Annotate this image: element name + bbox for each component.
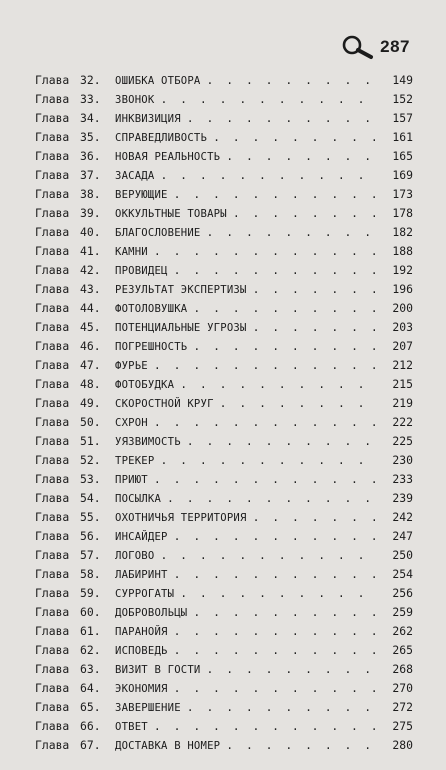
chapter-title: ПОСЫЛКА — [115, 493, 162, 505]
chapter-title: НОВАЯ РЕАЛЬНОСТЬ — [115, 151, 221, 163]
chapter-page: 268 — [392, 662, 413, 676]
dot-leader — [220, 394, 379, 413]
chapter-prefix: Глава — [35, 73, 70, 87]
dot-leader — [187, 109, 379, 128]
toc-entry — [35, 185, 413, 204]
chapter-number: 65. — [80, 700, 101, 714]
chapter-title: БЛАГОСЛОВЕНИЕ — [115, 227, 201, 239]
toc-entry — [35, 356, 413, 375]
chapter-number: 67. — [80, 738, 101, 752]
dot-leader — [154, 717, 379, 736]
magnifier-icon — [340, 34, 374, 60]
chapter-number: 39. — [80, 206, 101, 220]
page-number: 287 — [380, 37, 410, 56]
chapter-page: 225 — [392, 434, 413, 448]
chapter-number: 32. — [80, 73, 101, 87]
toc-entry — [35, 622, 413, 641]
dot-leader — [154, 413, 379, 432]
toc-entry — [35, 394, 413, 413]
chapter-title: ЭКОНОМИЯ — [115, 683, 168, 695]
chapter-number: 48. — [80, 377, 101, 391]
chapter-page: 250 — [392, 548, 413, 562]
dot-leader — [193, 299, 379, 318]
toc-entry — [35, 451, 413, 470]
chapter-page: 149 — [392, 73, 413, 87]
chapter-prefix: Глава — [35, 149, 70, 163]
toc-entry — [35, 375, 413, 394]
toc-entry — [35, 736, 413, 755]
dot-leader — [226, 147, 379, 166]
chapter-title: ИНСАЙДЕР — [115, 531, 168, 543]
dot-leader — [253, 318, 379, 337]
chapter-page: 188 — [392, 244, 413, 258]
chapter-title: РЕЗУЛЬТАТ ЭКСПЕРТИЗЫ — [115, 284, 247, 296]
toc-entry — [35, 470, 413, 489]
dot-leader — [226, 736, 379, 755]
chapter-title: ИСПОВЕДЬ — [115, 645, 168, 657]
toc-entry — [35, 166, 413, 185]
dot-leader — [174, 641, 379, 660]
chapter-prefix: Глава — [35, 396, 70, 410]
chapter-number: 37. — [80, 168, 101, 182]
chapter-page: 222 — [392, 415, 413, 429]
chapter-number: 59. — [80, 586, 101, 600]
chapter-page: 247 — [392, 529, 413, 543]
chapter-number: 52. — [80, 453, 101, 467]
chapter-title: ДОБРОВОЛЬЦЫ — [115, 607, 188, 619]
chapter-page: 207 — [392, 339, 413, 353]
chapter-title: ИНКВИЗИЦИЯ — [115, 113, 181, 125]
chapter-number: 63. — [80, 662, 101, 676]
toc-entry — [35, 603, 413, 622]
chapter-number: 49. — [80, 396, 101, 410]
chapter-page: 173 — [392, 187, 413, 201]
chapter-number: 45. — [80, 320, 101, 334]
toc-entry — [35, 337, 413, 356]
chapter-page: 161 — [392, 130, 413, 144]
chapter-number: 51. — [80, 434, 101, 448]
chapter-title: ПАРАНОЙЯ — [115, 626, 168, 638]
chapter-title: ОШИБКА ОТБОРА — [115, 75, 201, 87]
chapter-number: 44. — [80, 301, 101, 315]
chapter-title: ОХОТНИЧЬЯ ТЕРРИТОРИЯ — [115, 512, 247, 524]
chapter-prefix: Глава — [35, 92, 70, 106]
toc-entry — [35, 698, 413, 717]
chapter-page: 178 — [392, 206, 413, 220]
chapter-page: 265 — [392, 643, 413, 657]
chapter-number: 57. — [80, 548, 101, 562]
chapter-prefix: Глава — [35, 529, 70, 543]
chapter-prefix: Глава — [35, 738, 70, 752]
chapter-title: ЗАСАДА — [115, 170, 155, 182]
chapter-title: СХРОН — [115, 417, 148, 429]
chapter-title: ПРОВИДЕЦ — [115, 265, 168, 277]
chapter-prefix: Глава — [35, 624, 70, 638]
toc-entry — [35, 90, 413, 109]
chapter-prefix: Глава — [35, 586, 70, 600]
chapter-page: 275 — [392, 719, 413, 733]
chapter-page: 192 — [392, 263, 413, 277]
chapter-title: ВИЗИТ В ГОСТИ — [115, 664, 201, 676]
dot-leader — [213, 128, 379, 147]
dot-leader — [207, 660, 379, 679]
chapter-number: 36. — [80, 149, 101, 163]
toc-entry — [35, 641, 413, 660]
toc-entry — [35, 109, 413, 128]
toc-entry — [35, 413, 413, 432]
chapter-page: 242 — [392, 510, 413, 524]
dot-leader — [233, 204, 379, 223]
chapter-title: ДОСТАВКА В НОМЕР — [115, 740, 221, 752]
chapter-page: 256 — [392, 586, 413, 600]
toc-entry — [35, 584, 413, 603]
toc-entry — [35, 318, 413, 337]
dot-leader — [193, 603, 379, 622]
chapter-page: 196 — [392, 282, 413, 296]
chapter-number: 58. — [80, 567, 101, 581]
dot-leader — [174, 527, 379, 546]
dot-leader — [160, 166, 379, 185]
chapter-prefix: Глава — [35, 320, 70, 334]
chapter-title: ЗАВЕРШЕНИЕ — [115, 702, 181, 714]
chapter-prefix: Глава — [35, 301, 70, 315]
chapter-title: ФОТОБУДКА — [115, 379, 175, 391]
dot-leader — [154, 356, 379, 375]
toc-entry — [35, 679, 413, 698]
chapter-title: ФОТОЛОВУШКА — [115, 303, 188, 315]
chapter-prefix: Глава — [35, 662, 70, 676]
chapter-page: 152 — [392, 92, 413, 106]
chapter-prefix: Глава — [35, 130, 70, 144]
chapter-title: ТРЕКЕР — [115, 455, 155, 467]
chapter-page: 219 — [392, 396, 413, 410]
dot-leader — [193, 337, 379, 356]
toc-entry — [35, 223, 413, 242]
chapter-prefix: Глава — [35, 472, 70, 486]
toc-entry — [35, 508, 413, 527]
chapter-number: 53. — [80, 472, 101, 486]
chapter-prefix: Глава — [35, 700, 70, 714]
chapter-page: 212 — [392, 358, 413, 372]
toc-entry — [35, 299, 413, 318]
chapter-page: 262 — [392, 624, 413, 638]
chapter-number: 47. — [80, 358, 101, 372]
chapter-page: 165 — [392, 149, 413, 163]
chapter-page: 169 — [392, 168, 413, 182]
dot-leader — [160, 451, 379, 470]
chapter-page: 233 — [392, 472, 413, 486]
toc-entry — [35, 147, 413, 166]
toc-entry — [35, 204, 413, 223]
chapter-prefix: Глава — [35, 263, 70, 277]
chapter-title: ОККУЛЬТНЫЕ ТОВАРЫ — [115, 208, 227, 220]
chapter-title: ПОГРЕШНОСТЬ — [115, 341, 188, 353]
toc-entry — [35, 717, 413, 736]
chapter-page: 272 — [392, 700, 413, 714]
dot-leader — [207, 71, 379, 90]
toc-entry — [35, 261, 413, 280]
toc-entry — [35, 71, 413, 90]
chapter-page: 239 — [392, 491, 413, 505]
chapter-number: 50. — [80, 415, 101, 429]
toc-entry — [35, 242, 413, 261]
dot-leader — [253, 508, 379, 527]
chapter-number: 56. — [80, 529, 101, 543]
chapter-number: 60. — [80, 605, 101, 619]
chapter-prefix: Глава — [35, 548, 70, 562]
chapter-prefix: Глава — [35, 491, 70, 505]
chapter-prefix: Глава — [35, 168, 70, 182]
dot-leader — [187, 698, 379, 717]
chapter-number: 43. — [80, 282, 101, 296]
chapter-number: 55. — [80, 510, 101, 524]
chapter-number: 64. — [80, 681, 101, 695]
chapter-title: СУРРОГАТЫ — [115, 588, 175, 600]
chapter-number: 38. — [80, 187, 101, 201]
chapter-page: 254 — [392, 567, 413, 581]
toc-entry — [35, 280, 413, 299]
chapter-prefix: Глава — [35, 282, 70, 296]
dot-leader — [180, 584, 379, 603]
chapter-title: КАМНИ — [115, 246, 148, 258]
dot-leader — [174, 622, 379, 641]
chapter-title: ПРИЮТ — [115, 474, 148, 486]
dot-leader — [253, 280, 379, 299]
toc-entry — [35, 128, 413, 147]
chapter-prefix: Глава — [35, 358, 70, 372]
chapter-page: 203 — [392, 320, 413, 334]
dot-leader — [187, 432, 379, 451]
dot-leader — [154, 242, 379, 261]
chapter-prefix: Глава — [35, 567, 70, 581]
chapter-page: 259 — [392, 605, 413, 619]
toc-entry — [35, 660, 413, 679]
chapter-page: 157 — [392, 111, 413, 125]
chapter-title: ЗВОНОК — [115, 94, 155, 106]
chapter-number: 42. — [80, 263, 101, 277]
chapter-prefix: Глава — [35, 225, 70, 239]
dot-leader — [160, 90, 379, 109]
dot-leader — [154, 470, 379, 489]
chapter-prefix: Глава — [35, 510, 70, 524]
toc-entry — [35, 432, 413, 451]
chapter-title: ФУРЬЕ — [115, 360, 148, 372]
table-of-contents — [35, 71, 413, 755]
chapter-prefix: Глава — [35, 719, 70, 733]
chapter-title: ПОТЕНЦИАЛЬНЫЕ УГРОЗЫ — [115, 322, 247, 334]
chapter-prefix: Глава — [35, 377, 70, 391]
chapter-title: СКОРОСТНОЙ КРУГ — [115, 398, 214, 410]
chapter-number: 62. — [80, 643, 101, 657]
chapter-title: ВЕРУЮЩИЕ — [115, 189, 168, 201]
chapter-number: 41. — [80, 244, 101, 258]
dot-leader — [174, 565, 379, 584]
chapter-number: 35. — [80, 130, 101, 144]
page-header — [340, 34, 410, 60]
chapter-page: 200 — [392, 301, 413, 315]
dot-leader — [207, 223, 379, 242]
chapter-page: 270 — [392, 681, 413, 695]
chapter-number: 40. — [80, 225, 101, 239]
chapter-title: ОТВЕТ — [115, 721, 148, 733]
chapter-page: 280 — [392, 738, 413, 752]
chapter-page: 182 — [392, 225, 413, 239]
dot-leader — [180, 375, 379, 394]
chapter-page: 215 — [392, 377, 413, 391]
chapter-prefix: Глава — [35, 681, 70, 695]
chapter-title: ЛОГОВО — [115, 550, 155, 562]
chapter-page: 230 — [392, 453, 413, 467]
chapter-prefix: Глава — [35, 244, 70, 258]
toc-entry — [35, 546, 413, 565]
chapter-prefix: Глава — [35, 434, 70, 448]
chapter-title: УЯЗВИМОСТЬ — [115, 436, 181, 448]
chapter-prefix: Глава — [35, 453, 70, 467]
chapter-prefix: Глава — [35, 605, 70, 619]
chapter-prefix: Глава — [35, 206, 70, 220]
chapter-title: ЛАБИРИНТ — [115, 569, 168, 581]
dot-leader — [160, 546, 379, 565]
chapter-number: 46. — [80, 339, 101, 353]
dot-leader — [174, 185, 379, 204]
chapter-number: 34. — [80, 111, 101, 125]
dot-leader — [167, 489, 379, 508]
chapter-prefix: Глава — [35, 187, 70, 201]
chapter-number: 66. — [80, 719, 101, 733]
chapter-number: 54. — [80, 491, 101, 505]
chapter-prefix: Глава — [35, 111, 70, 125]
toc-entry — [35, 565, 413, 584]
chapter-prefix: Глава — [35, 415, 70, 429]
chapter-number: 61. — [80, 624, 101, 638]
toc-entry — [35, 489, 413, 508]
dot-leader — [174, 679, 379, 698]
chapter-number: 33. — [80, 92, 101, 106]
chapter-prefix: Глава — [35, 339, 70, 353]
chapter-prefix: Глава — [35, 643, 70, 657]
dot-leader — [174, 261, 379, 280]
toc-entry — [35, 527, 413, 546]
chapter-title: СПРАВЕДЛИВОСТЬ — [115, 132, 208, 144]
